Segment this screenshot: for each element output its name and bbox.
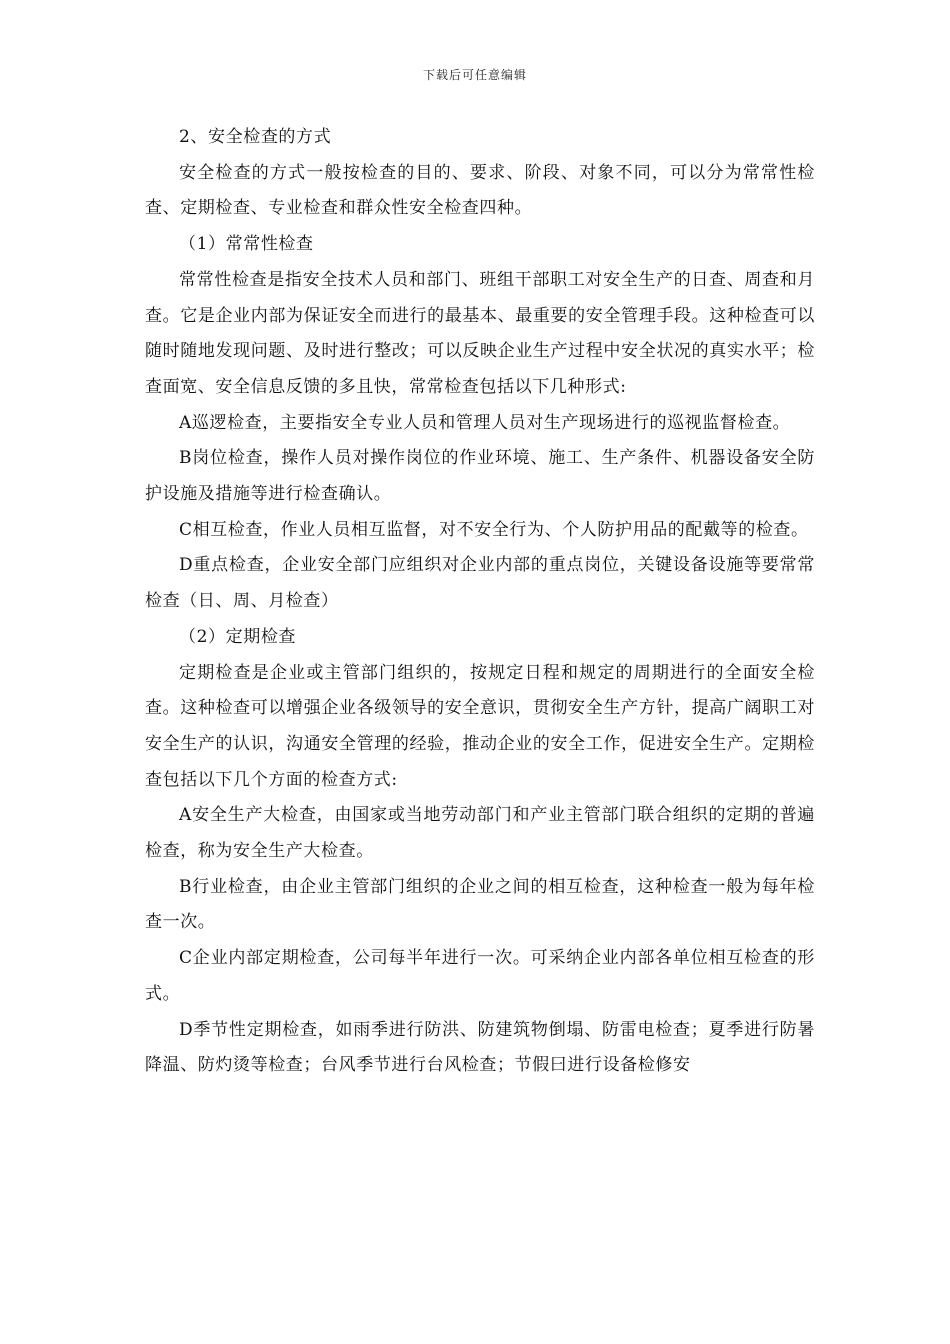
list-item: C相互检查，作业人员相互监督，对不安全行为、个人防护用品的配戴等的检查。 (179, 519, 809, 540)
list-item: A安全生产大检查，由国家或当地劳动部门和产业主管部门联合组织的定期的普遍检查，称为安全生产大检查。 (145, 805, 815, 862)
list-item: B岗位检查，操作人员对操作岗位的作业环境、施工、生产条件、机器设备安全防护设施及措施等进行检查确认。 (145, 448, 815, 505)
document-body (145, 120, 815, 1084)
paragraph: 常常性检查是指安全技术人员和部门、班组干部职工对安全生产的日查、周查和月查。它是企业内部为保证安全而进行的最基本、最重要的安全管理手段。这种检查可以随时随地发现问题、及时进行整改；可以反映企业生产过程中安全状况的真实水平；检查面宽、安全信息反馈的多且快，常常检查包括以下几种形式: (145, 269, 815, 397)
list-item: B行业检查，由企业主管部门组织的企业之间的相互检查，这种检查一般为每年检查一次。 (145, 876, 815, 933)
list-item: D季节性定期检查，如雨季进行防洪、防建筑物倒塌、防雷电检查；夏季进行防暑降温、防灼烫等检查；台风季节进行台风检查；节假曰进行设备检修安 (145, 1019, 815, 1076)
section-heading: 2、安全检查的方式 (179, 127, 332, 147)
subsection-heading: （1）常常性检查 (179, 234, 314, 255)
subsection-heading: （2）定期检查 (179, 626, 297, 647)
list-item: D重点检查，企业安全部门应组织对企业内部的重点岗位，关键设备设施等要常常检查（日、周、月检查） (145, 555, 815, 612)
list-item: C企业内部定期检查，公司每半年进行一次。可采纳企业内部各单位相互检查的形式。 (145, 948, 815, 1004)
page-header: 下载后可任意编辑 (422, 68, 527, 82)
list-item: A巡逻检查，主要指安全专业人员和管理人员对生产现场进行的巡视监督检查。 (179, 412, 791, 433)
paragraph: 定期检查是企业或主管部门组织的，按规定日程和规定的周期进行的全面安全检查。这种检查可以增强企业各级领导的安全意识，贯彻安全生产方针，提高广阔职工对安全生产的认识，沟通安全管理的经验，推动企业的安全工作，促进安全生产。定期检查包括以下几个方面的检查方式: (145, 662, 815, 790)
paragraph: 安全检查的方式一般按检查的目的、要求、阶段、对象不同，可以分为常常性检查、定期检查、专业检查和群众性安全检查四种。 (145, 162, 815, 219)
